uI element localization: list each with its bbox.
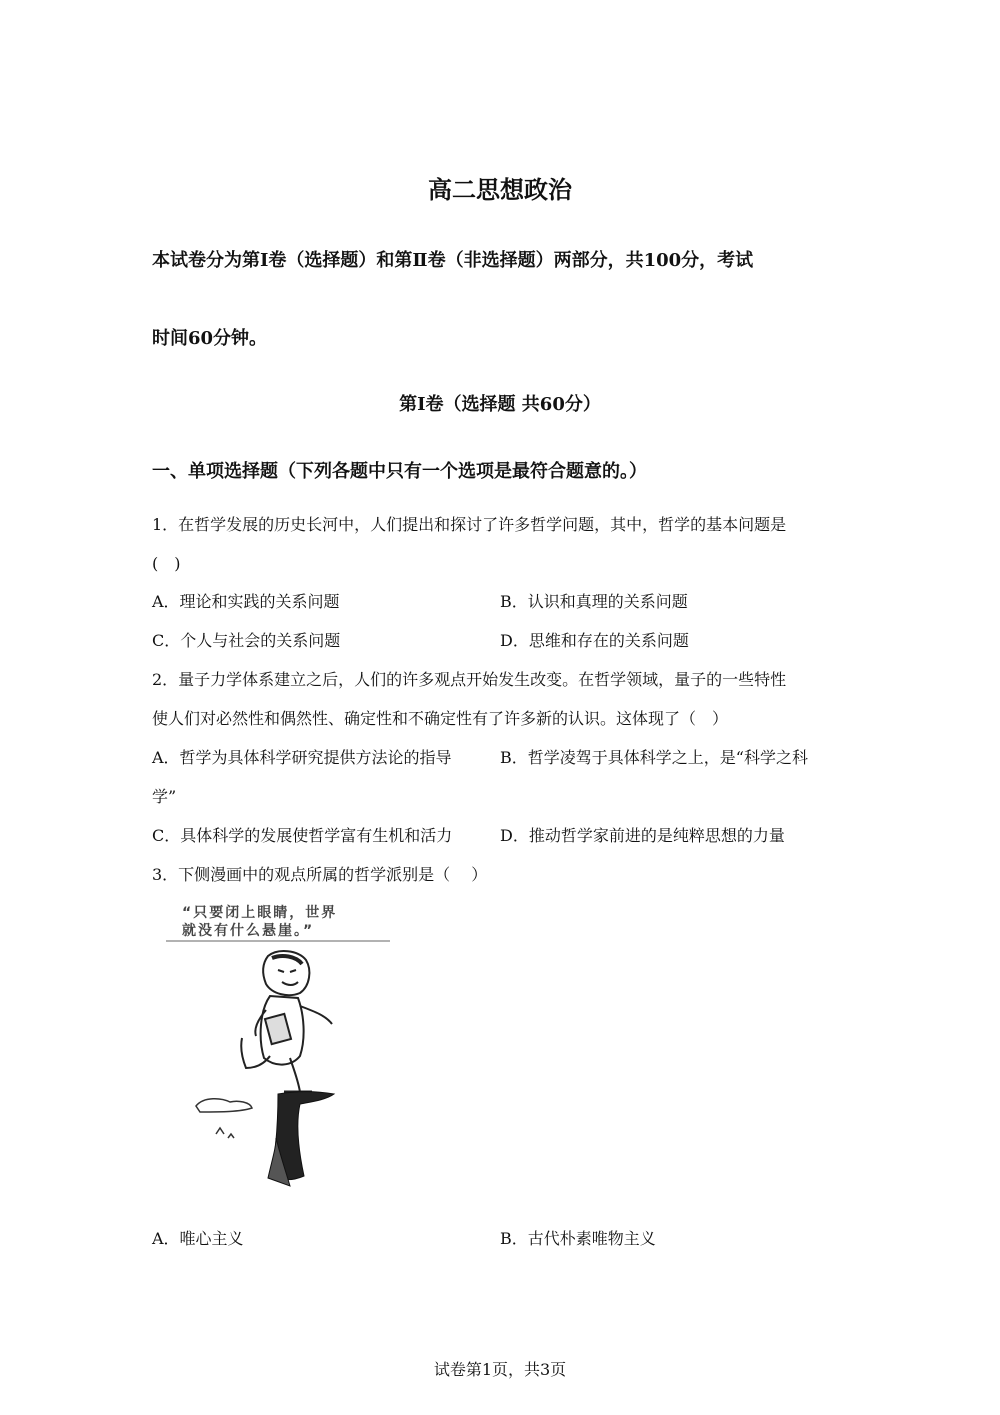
question-3-option-b: B．古代朴素唯物主义 [500, 1229, 656, 1248]
cliff-cartoon [160, 898, 400, 1198]
cartoon-caption-line-2: 就没有什么悬崖。” [182, 923, 315, 939]
question-2-option-b: B．哲学凌驾于具体科学之上，是“科学之科 [500, 748, 808, 767]
question-2-option-d: D．推动哲学家前进的是纯粹思想的力量 [500, 826, 785, 845]
question-3-option-a: A．唯心主义 [152, 1229, 244, 1248]
cartoon-caption-line-1: “只要闭上眼睛，世界 [182, 905, 338, 921]
cliff [268, 1092, 334, 1186]
question-2-stem-line-2: 使人们对必然性和偶然性、确定性和不确定性有了许多新的认识。这体现了（ ） [152, 709, 729, 728]
walking-figure [241, 951, 332, 1092]
question-1-option-a: A．理论和实践的关系问题 [152, 592, 340, 611]
intro-line-2: 时间60分钟。 [152, 328, 268, 349]
question-3-stem: 3．下侧漫画中的观点所属的哲学派别是（ ） [152, 865, 488, 884]
section-heading: 一、单项选择题（下列各题中只有一个选项是最符合题意的。） [152, 461, 647, 482]
cartoon-drawing [160, 898, 400, 1198]
volume-heading: 第Ⅰ卷（选择题 共60分） [399, 394, 601, 415]
question-2-option-a: A．哲学为具体科学研究提供方法论的指导 [152, 748, 452, 767]
intro-line-1: 本试卷分为第Ⅰ卷（选择题）和第Ⅱ卷（非选择题）两部分，共100分，考试 [152, 250, 754, 271]
question-1-stem-line-1: 1．在哲学发展的历史长河中，人们提出和探讨了许多哲学问题，其中，哲学的基本问题是 [152, 515, 787, 534]
birds [216, 1128, 234, 1138]
exam-title: 高二思想政治 [428, 175, 572, 204]
question-2-option-c: C．具体科学的发展使哲学富有生机和活力 [152, 826, 453, 845]
question-1-option-d: D．思维和存在的关系问题 [500, 631, 689, 650]
question-1-option-b: B．认识和真理的关系问题 [500, 592, 688, 611]
question-1-stem-line-2: ( ) [152, 554, 181, 573]
page-footer: 试卷第1页，共3页 [433, 1360, 567, 1379]
question-2-stem-line-1: 2．量子力学体系建立之后，人们的许多观点开始发生改变。在哲学领域，量子的一些特性 [152, 670, 787, 689]
cloud [196, 1099, 252, 1112]
question-1-option-c: C．个人与社会的关系问题 [152, 631, 341, 650]
question-2-option-b-continued: 学” [152, 787, 177, 806]
